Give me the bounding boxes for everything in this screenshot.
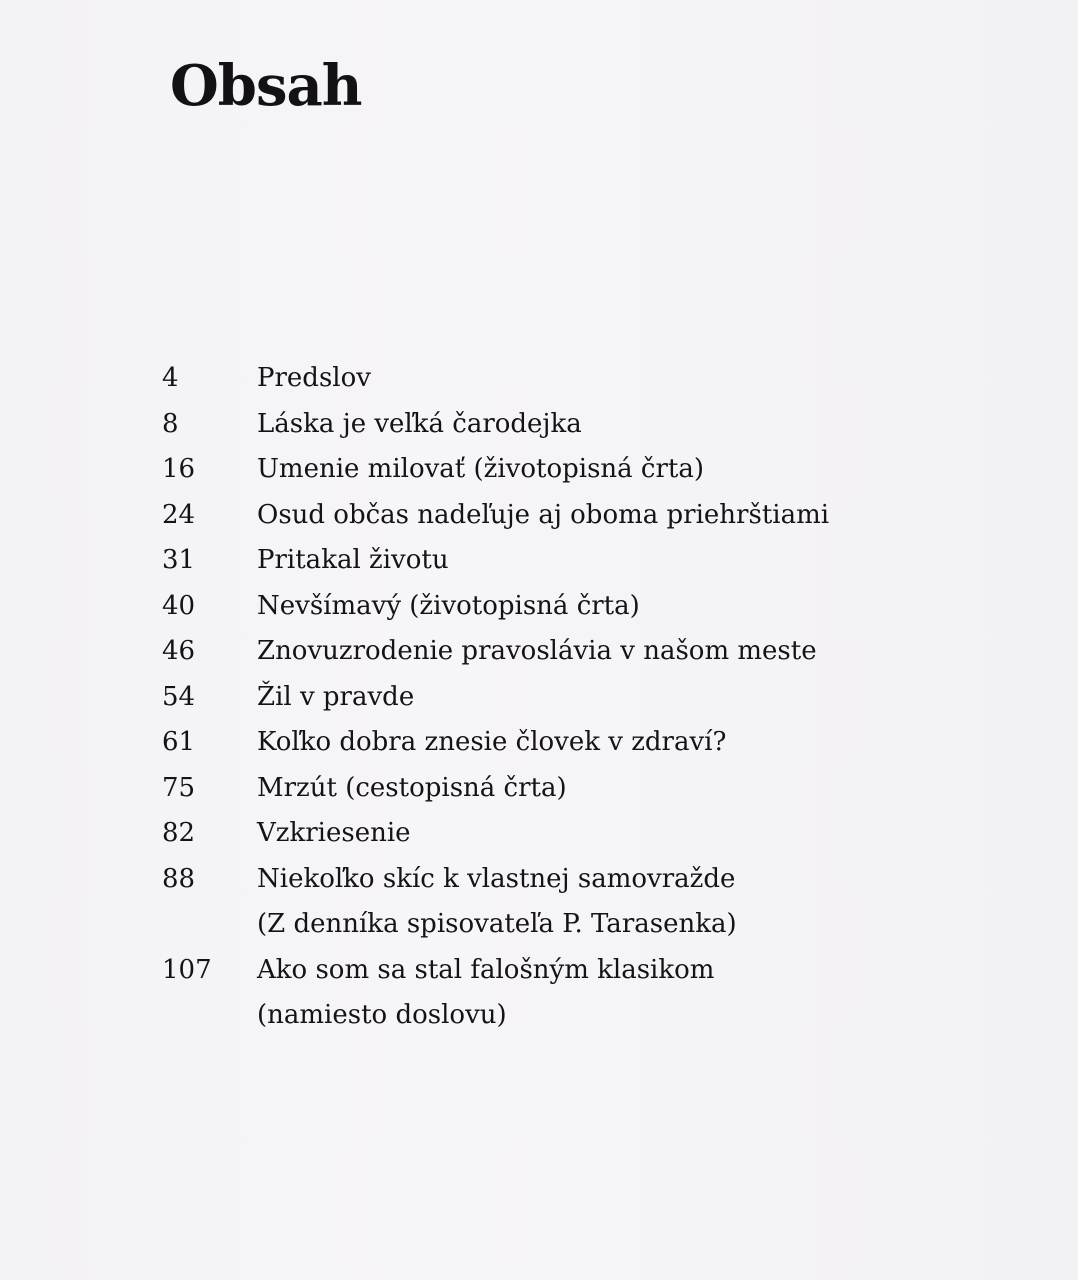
toc-page-number: 61 [162, 727, 196, 757]
toc-page-number: 16 [162, 454, 196, 484]
page-title: Obsah [170, 53, 362, 119]
toc-title-line: Žil v pravde [257, 681, 415, 712]
toc-entry [162, 766, 962, 812]
toc-title-line: Predslov [257, 363, 371, 393]
toc-page-number: 31 [162, 545, 196, 575]
toc-page-number: 75 [162, 772, 196, 803]
toc-title [257, 675, 962, 721]
toc-title [257, 948, 962, 1039]
toc-page-number: 40 [162, 590, 196, 621]
toc-title-line: Znovuzrodenie pravoslávia v našom meste [257, 636, 817, 666]
toc-entry [162, 675, 962, 721]
toc-entry [162, 720, 962, 766]
toc-page-number: 4 [162, 363, 179, 393]
toc-title [257, 766, 962, 812]
toc-title-line: Ako som sa stal falošným klasikom [257, 954, 715, 985]
toc-entry [162, 356, 962, 402]
toc-page-number: 82 [162, 818, 196, 848]
toc-title-line: Mrzút (cestopisná črta) [257, 772, 567, 803]
toc-title [257, 629, 962, 675]
toc-page-number: 8 [162, 408, 179, 439]
toc-entry [162, 538, 962, 584]
toc-title-line: (Z denníka spisovateľa P. Tarasenka) [257, 909, 737, 939]
toc-title [257, 720, 962, 766]
toc-page-number: 46 [162, 636, 196, 666]
toc-title-line: Nevšímavý (životopisná črta) [257, 590, 640, 621]
toc-title-line: Láska je veľká čarodejka [257, 408, 582, 439]
toc-entry [162, 629, 962, 675]
toc-entry [162, 402, 962, 448]
toc-title [257, 857, 962, 948]
toc-page-number: 88 [162, 863, 196, 894]
toc-title-line: (namiesto doslovu) [257, 1000, 507, 1030]
toc-title-line: Osud občas nadeľuje aj oboma priehrštiami [257, 499, 830, 530]
toc-title-line: Vzkriesenie [257, 818, 411, 848]
toc-entry [162, 857, 962, 948]
toc-page-number: 24 [162, 499, 196, 530]
table-of-contents [162, 356, 962, 1039]
toc-title-line: Pritakal životu [257, 545, 449, 575]
toc-entry [162, 948, 962, 1039]
toc-title [257, 447, 962, 493]
toc-entry [162, 811, 962, 857]
toc-entry [162, 447, 962, 493]
toc-page-number: 107 [162, 954, 212, 985]
toc-title [257, 493, 962, 539]
toc-title [257, 811, 962, 857]
toc-entry [162, 584, 962, 630]
toc-entry [162, 493, 962, 539]
toc-title-line: Niekoľko skíc k vlastnej samovražde [257, 863, 736, 894]
toc-page-number: 54 [162, 681, 196, 712]
toc-title [257, 538, 962, 584]
toc-title [257, 356, 962, 402]
toc-title-line: Umenie milovať (životopisná črta) [257, 454, 705, 484]
toc-title [257, 584, 962, 630]
toc-title [257, 402, 962, 448]
toc-title-line: Koľko dobra znesie človek v zdraví? [257, 727, 727, 757]
